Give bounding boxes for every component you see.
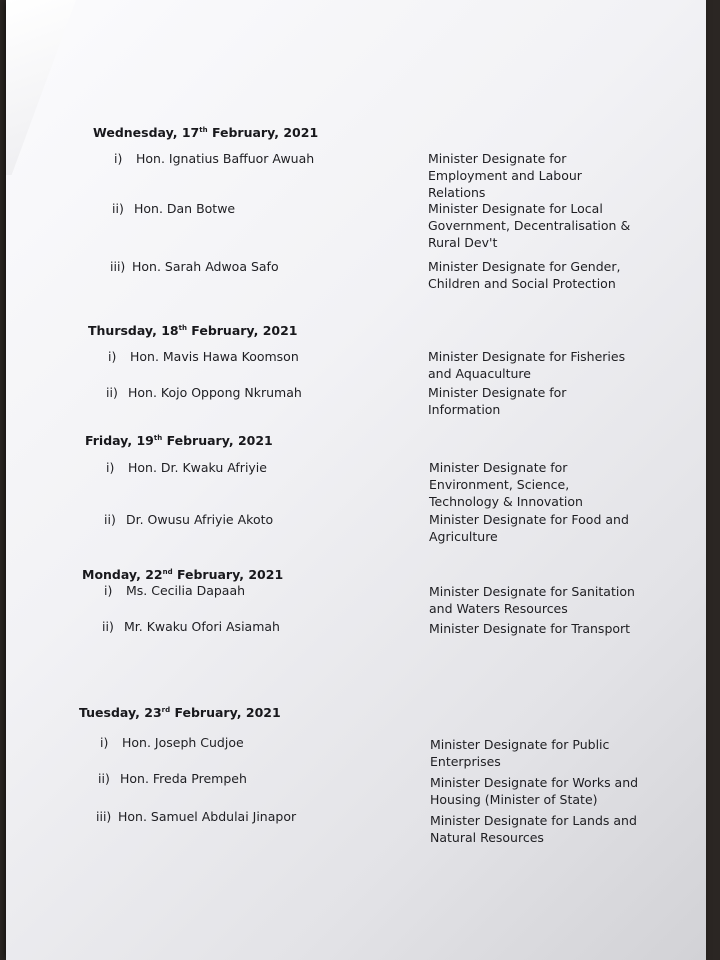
nominee-name: i) Hon. Joseph Cudjoe [100, 735, 244, 750]
nominee-role: Minister Designate for Environment, Science, Technology & Innovation [429, 460, 583, 509]
day-heading-friday: Friday, 19th February, 2021 [85, 433, 273, 449]
nominee-name: ii) Hon. Kojo Oppong Nkrumah [106, 385, 302, 400]
nominee-name: i) Hon. Mavis Hawa Koomson [108, 349, 299, 364]
nominee-role: Minister Designate for Public Enterprises [430, 737, 610, 769]
day-heading-wednesday: Wednesday, 17th February, 2021 [93, 125, 319, 141]
nominee-role: Minister Designate for Fisheries and Aquaculture [428, 349, 626, 381]
nominee-name: ii) Mr. Kwaku Ofori Asiamah [102, 619, 280, 634]
nominee-name: ii) Dr. Owusu Afriyie Akoto [104, 512, 274, 527]
nominee-name: ii) Hon. Freda Prempeh [98, 771, 247, 786]
day-heading-thursday: Thursday, 18th February, 2021 [88, 323, 298, 339]
nominee-role: Minister Designate for Works and Housing (Minister of State) [430, 775, 639, 807]
document-page [6, 0, 706, 960]
nominee-name: i) Hon. Ignatius Baffuor Awuah [114, 151, 315, 166]
nominee-name: i) Ms. Cecilia Dapaah [104, 583, 246, 598]
nominee-role: Minister Designate for Employment and Labour Relations [428, 151, 582, 200]
nominee-name: iii) Hon. Samuel Abdulai Jinapor [96, 809, 297, 824]
nominee-role: Minister Designate for Food and Agriculture [429, 512, 629, 544]
nominee-name: i) Hon. Dr. Kwaku Afriyie [106, 460, 267, 475]
day-heading-tuesday: Tuesday, 23rd February, 2021 [79, 705, 281, 721]
folded-paper-corner [6, 0, 76, 175]
nominee-role: Minister Designate for Lands and Natural Resources [430, 813, 637, 845]
nominee-name: ii) Hon. Dan Botwe [112, 201, 236, 216]
nominee-name: iii) Hon. Sarah Adwoa Safo [110, 259, 279, 274]
nominee-role: Minister Designate for Information [428, 385, 567, 417]
nominee-role: Minister Designate for Sanitation and Waters Resources [429, 584, 635, 616]
nominee-role: Minister Designate for Gender, Children and Social Protection [428, 259, 621, 291]
day-heading-monday: Monday, 22nd February, 2021 [82, 567, 284, 583]
nominee-role: Minister Designate for Transport [429, 621, 631, 636]
nominee-role: Minister Designate for Local Government, Decentralisation & Rural Dev't [428, 201, 631, 250]
